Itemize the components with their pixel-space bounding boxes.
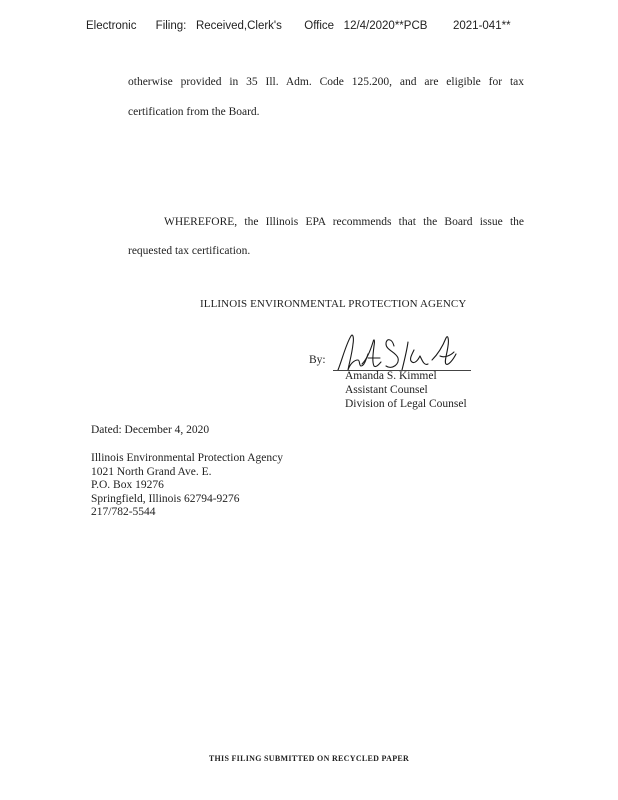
signer-block	[345, 369, 467, 411]
signer-title: Assistant Counsel	[345, 384, 428, 396]
header-case-number: 2021-041**	[453, 20, 511, 32]
header-office: Office	[304, 20, 335, 32]
address-city: Springfield, Illinois 62794-9276	[91, 492, 240, 505]
signer-name: Amanda S. Kimmel	[345, 370, 437, 382]
filing-header	[86, 20, 511, 32]
signer-division: Division of Legal Counsel	[345, 398, 467, 410]
header-received: Received,Clerk's	[195, 20, 282, 32]
header-filing: Filing:	[155, 20, 187, 32]
address-block	[91, 452, 283, 520]
paragraph-1-line-2: certification from the Board.	[128, 106, 260, 118]
address-phone: 217/782-5544	[91, 506, 156, 518]
header-date-code: 12/4/2020**PCB	[343, 20, 428, 32]
header-electronic: Electronic	[86, 20, 137, 32]
paragraph-2-line-2: requested tax certification.	[128, 245, 251, 257]
address-org: Illinois Environmental Protection Agency	[91, 452, 283, 464]
recycled-paper-footer: THIS FILING SUBMITTED ON RECYCLED PAPER	[208, 754, 410, 763]
paragraph-2-line-1: WHEREFORE, the Illinois EPA recommends that the Board issue the	[164, 216, 524, 228]
agency-name: ILLINOIS ENVIRONMENTAL PROTECTION AGENCY	[200, 298, 467, 310]
by-label: By:	[309, 354, 326, 366]
dated-line: Dated: December 4, 2020	[91, 424, 210, 436]
address-po-box: P.O. Box 19276	[91, 479, 164, 491]
paragraph-1-line-1: otherwise provided in 35 Ill. Adm. Code 125.200, and are eligible for tax	[128, 76, 524, 88]
address-street: 1021 North Grand Ave. E.	[91, 465, 212, 478]
